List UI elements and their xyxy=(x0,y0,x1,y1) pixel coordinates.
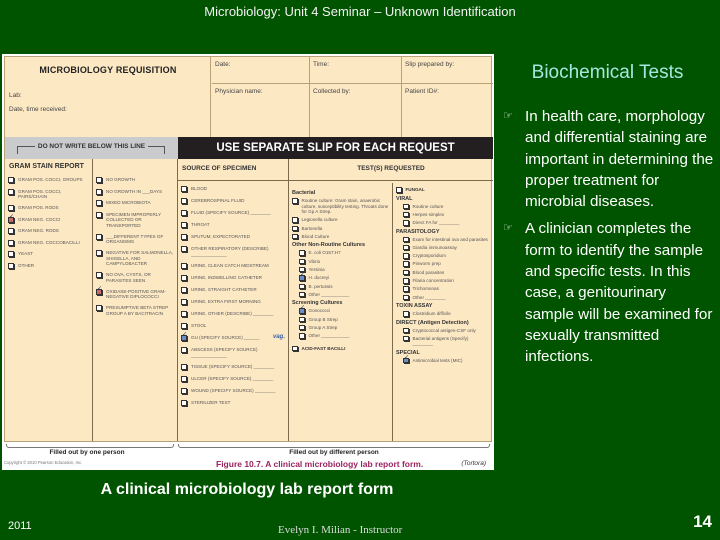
checkbox-icon[interactable] xyxy=(403,286,409,292)
checkbox-label: NO GROWTH IN ___DAYS xyxy=(106,188,163,194)
checkbox-label: GRAM NEG. RODS xyxy=(18,228,59,233)
checkbox-item[interactable] xyxy=(5,251,92,257)
checkbox-icon[interactable] xyxy=(96,212,102,218)
checkbox-item[interactable] xyxy=(393,328,493,334)
checkbox-item[interactable] xyxy=(393,237,493,243)
checkbox-item[interactable] xyxy=(178,210,288,216)
checkbox-item[interactable] xyxy=(393,270,493,276)
checkbox-icon[interactable] xyxy=(403,336,409,342)
checkbox-label: GRAM POS. COCCI, PAIRS/CHAIN xyxy=(18,188,62,199)
toxin-header: TOXIN ASSAY xyxy=(396,303,433,310)
checkbox-icon[interactable] xyxy=(181,198,187,204)
checkbox-item[interactable] xyxy=(393,358,493,364)
source-column xyxy=(178,159,289,441)
checkbox-icon[interactable] xyxy=(292,217,298,223)
checkbox-label: OTHER xyxy=(18,262,35,268)
checkbox-label: Routine culture: Gram stain, anaerobic culture, susceptibility testing. Throats done for Gp A Strep. xyxy=(301,198,389,214)
checkbox-item[interactable] xyxy=(393,204,493,210)
slide-header: Microbiology: Unit 4 Seminar – Unknown Identification xyxy=(204,4,516,19)
checkbox-label: WOUND (SPECIFY SOURCE) ________ xyxy=(191,388,276,393)
checkbox-label: NO GROWTH xyxy=(106,177,136,182)
gram-stain-list xyxy=(5,177,92,269)
checkbox-item[interactable] xyxy=(178,299,288,305)
checkbox-label: CEREBROSPINAL FLUID xyxy=(191,198,245,203)
checkbox-icon[interactable] xyxy=(181,287,187,293)
checkbox-item[interactable] xyxy=(5,177,92,183)
checkbox-label: Trichomonas xyxy=(412,286,439,292)
copyright: Copyright © 2010 Pearson Education, Inc. xyxy=(4,460,83,465)
checkbox-item[interactable] xyxy=(289,259,392,265)
requisition-title-block xyxy=(5,57,211,137)
checkbox-label: Cryptococcal antigen-CSF only xyxy=(412,327,476,333)
checkbox-icon[interactable] xyxy=(96,250,102,256)
checkbox-icon[interactable] xyxy=(396,187,402,193)
checkbox-item[interactable] xyxy=(178,246,288,257)
checkbox-icon[interactable] xyxy=(299,250,305,256)
checkbox-icon[interactable] xyxy=(181,400,187,406)
figure-caption: Figure 10.7. A clinical microbiology lab report form. xyxy=(216,459,424,469)
checkbox-label: Routine culture xyxy=(412,203,444,209)
checkbox-icon[interactable] xyxy=(299,325,305,331)
results-column xyxy=(93,159,178,441)
checkbox-icon[interactable] xyxy=(292,234,298,240)
parasitology-header: PARASITOLOGY xyxy=(396,228,440,235)
checkbox-item[interactable] xyxy=(393,278,493,284)
brace-one-person xyxy=(6,444,174,448)
checkbox-icon[interactable] xyxy=(403,270,409,276)
collected-by-field: Collected by: xyxy=(310,84,402,137)
checkbox-item[interactable] xyxy=(289,250,392,256)
checked-checkbox-icon[interactable] xyxy=(96,289,102,295)
checkbox-item[interactable] xyxy=(393,253,493,259)
checkbox-label: Other ________ xyxy=(412,294,446,300)
bacterial-header: Bacterial xyxy=(292,190,316,196)
checkbox-icon[interactable] xyxy=(403,311,409,317)
microbiology-requisition-form xyxy=(4,56,492,442)
bullet-item xyxy=(503,218,718,367)
pointing-hand-icon: ☞ xyxy=(503,222,513,235)
checkbox-icon[interactable] xyxy=(181,246,187,252)
physician-name-field: Physician name: xyxy=(212,84,310,137)
slip-prepared-field: Slip prepared by: xyxy=(402,57,493,84)
checkbox-label: URINE, INDWELLING CATHETER xyxy=(191,275,263,280)
checked-checkbox-icon[interactable] xyxy=(181,335,187,341)
checkbox-label: THROAT xyxy=(191,222,210,227)
checkbox-icon[interactable] xyxy=(403,295,409,301)
checked-checkbox-icon[interactable] xyxy=(299,308,305,314)
checkbox-item[interactable] xyxy=(393,187,493,193)
do-not-write-text: DO NOT WRITE BELOW THIS LINE xyxy=(35,143,148,150)
requisition-header xyxy=(5,57,493,137)
checkbox-icon[interactable] xyxy=(8,240,14,246)
checkbox-item[interactable] xyxy=(5,263,92,269)
checkbox-icon[interactable] xyxy=(299,259,305,265)
checkbox-icon[interactable] xyxy=(292,198,298,204)
checkbox-item[interactable] xyxy=(289,346,392,352)
checkbox-item[interactable] xyxy=(393,336,493,347)
checkbox-item[interactable] xyxy=(289,275,392,281)
handwritten-entry: vag. xyxy=(272,334,285,340)
checkbox-label: Legionella culture xyxy=(301,217,338,223)
checkbox-icon[interactable] xyxy=(181,347,187,353)
checkbox-item[interactable] xyxy=(178,311,288,317)
checkbox-item[interactable] xyxy=(289,292,392,298)
checkbox-label: Bartonella xyxy=(301,225,323,231)
source-header: SOURCE OF SPECIMEN xyxy=(178,159,288,181)
checkbox-label: TISSUE (SPECIFY SOURCE) ________ xyxy=(191,364,275,369)
footer-author: Evelyn I. Milian - Instructor xyxy=(278,524,403,536)
checkbox-icon[interactable] xyxy=(96,189,102,195)
checkbox-item[interactable] xyxy=(93,234,177,245)
bullet-text: In health care, morphology and differential staining are important in determining the proper treatment for microbial diseases. xyxy=(525,108,714,211)
checkbox-icon[interactable] xyxy=(96,234,102,240)
checkbox-label: Group A Strep xyxy=(308,324,338,330)
checkbox-icon[interactable] xyxy=(292,346,298,352)
checkbox-icon[interactable] xyxy=(8,189,14,195)
checkbox-item[interactable] xyxy=(289,284,392,290)
checkbox-item[interactable] xyxy=(289,198,392,215)
checkbox-label: GRAM NEG. COCCI xyxy=(18,216,61,222)
checkbox-item[interactable] xyxy=(178,364,288,370)
checkbox-item[interactable] xyxy=(93,200,177,206)
bullet-text: A clinician completes the form to identify the sample and specific tests. In this case, a genitourinary sample will be examined for sexually transmitted infections. xyxy=(525,220,713,366)
checkbox-label: ABSCESS (SPECIFY SOURCE) ______________ xyxy=(191,347,258,358)
form-title: MICROBIOLOGY REQUISITION xyxy=(39,65,177,75)
screening-header: Screening Cultures xyxy=(292,300,343,307)
viral-header: VIRAL xyxy=(396,195,413,202)
checkbox-item[interactable] xyxy=(178,234,288,240)
checkbox-label: SPUTUM, EXPECTORATED xyxy=(191,234,251,239)
filled-different-label: Filled out by different person xyxy=(289,449,379,456)
slide-number: 14 xyxy=(693,512,712,531)
checkbox-item[interactable] xyxy=(393,286,493,292)
checkbox-label: E. coli O157:H7 xyxy=(308,250,341,256)
requisition-fields xyxy=(212,57,493,137)
footer-year: 2011 xyxy=(8,520,32,532)
checkbox-icon[interactable] xyxy=(96,177,102,183)
direct-header: DIRECT (Antigen Detection) xyxy=(396,319,469,326)
checkbox-label: YEAST xyxy=(18,251,34,256)
checkbox-item[interactable] xyxy=(289,226,392,232)
checkbox-item[interactable] xyxy=(393,295,493,301)
filled-one-label: Filled out by one person xyxy=(49,449,125,456)
non-routine-header: Other Non-Routine Cultures xyxy=(292,242,366,249)
checkbox-label: BLOOD xyxy=(191,186,208,191)
checkbox-label: PRESUMPTIVE BETA STREP GROUP A BY BACITRACIN xyxy=(106,305,169,316)
checkbox-label: Clostridium difficile xyxy=(412,311,451,317)
patient-id-field: Patient ID#: xyxy=(405,88,439,95)
checkbox-item[interactable] xyxy=(289,308,392,314)
checkbox-icon[interactable] xyxy=(181,376,187,382)
checkbox-item[interactable] xyxy=(93,289,177,300)
checkbox-label: Direct FA for ________ xyxy=(412,220,460,226)
tests-header: TEST(S) REQUESTED xyxy=(289,159,493,181)
checkbox-item[interactable] xyxy=(178,275,288,281)
checkbox-item[interactable] xyxy=(178,263,288,269)
checkbox-item[interactable] xyxy=(93,189,177,195)
checkbox-icon[interactable] xyxy=(181,311,187,317)
checkbox-label: Gonococci xyxy=(308,308,331,314)
checkbox-label: GRAM POS. COCCI, GROUPS xyxy=(18,177,83,182)
checkbox-icon[interactable] xyxy=(292,226,298,232)
checkbox-icon[interactable] xyxy=(181,234,187,240)
checkbox-icon[interactable] xyxy=(403,328,409,334)
checkbox-label: Yersinia xyxy=(308,266,325,272)
checkbox-label: GRAM POS. RODS xyxy=(18,205,59,210)
checkbox-item[interactable] xyxy=(178,198,288,204)
checkbox-item[interactable] xyxy=(178,347,288,358)
checkbox-label: Other ___________ xyxy=(308,333,350,339)
checkbox-item[interactable] xyxy=(178,335,288,341)
checkbox-label: SPECIMEN IMPROPERLY COLLECTED OR TRANSPORTED xyxy=(106,211,161,228)
checkbox-item[interactable] xyxy=(289,325,392,331)
checkbox-icon[interactable] xyxy=(181,222,187,228)
checkbox-icon[interactable] xyxy=(299,317,305,323)
bullet-list xyxy=(503,106,718,374)
checkbox-icon[interactable] xyxy=(181,186,187,192)
tests-right-column xyxy=(393,183,493,441)
checked-checkbox-icon[interactable] xyxy=(403,358,409,364)
checkbox-label: GU (SPECIFY SOURCE) ______ xyxy=(191,335,260,340)
checkbox-icon[interactable] xyxy=(403,253,409,259)
checkbox-item[interactable] xyxy=(393,220,493,226)
checkbox-icon[interactable] xyxy=(8,177,14,183)
checkbox-icon[interactable] xyxy=(181,275,187,281)
checkbox-item[interactable] xyxy=(178,186,288,192)
pointing-hand-icon: ☞ xyxy=(503,110,513,122)
checkbox-label: MIXED MICROBIOTA xyxy=(106,200,151,205)
checkbox-label: OTHER RESPIRATORY (DESCRIBE) ______________ xyxy=(191,246,269,257)
checkbox-item[interactable] xyxy=(93,212,177,229)
checkbox-label: STOOL xyxy=(191,323,207,328)
checkbox-label: FLUID (SPECIFY SOURCE) ________ xyxy=(191,210,271,215)
checkbox-icon[interactable] xyxy=(403,245,409,251)
separate-slip-banner: USE SEPARATE SLIP FOR EACH REQUEST xyxy=(178,137,493,159)
checkbox-icon[interactable] xyxy=(403,237,409,243)
checkbox-item[interactable] xyxy=(393,245,493,251)
checkbox-item[interactable] xyxy=(289,317,392,323)
checkbox-item[interactable] xyxy=(289,217,392,223)
checkbox-item[interactable] xyxy=(393,311,493,317)
checkbox-label: Giardia immunoassay xyxy=(412,244,457,250)
checkbox-label: Exam for intestinal ova and parasites xyxy=(412,236,488,242)
lab-form-figure xyxy=(2,54,494,470)
checkbox-icon[interactable] xyxy=(403,220,409,226)
checkbox-label: URINE, CLEAN CATCH MIDSTREAM xyxy=(191,263,269,268)
checkbox-icon[interactable] xyxy=(403,261,409,267)
checkbox-icon[interactable] xyxy=(181,388,187,394)
checkbox-icon[interactable] xyxy=(299,292,305,298)
checkbox-icon[interactable] xyxy=(96,272,102,278)
checkbox-label: FUNGAL xyxy=(405,187,425,192)
checkbox-label: Herpes simplex xyxy=(412,211,445,217)
checkbox-label: Blood Culture xyxy=(301,233,330,239)
date-received-label: Date, time received: xyxy=(9,106,67,113)
checkbox-item[interactable] xyxy=(5,240,92,246)
checkbox-label: Group B Strep xyxy=(308,316,338,322)
checkbox-icon[interactable] xyxy=(181,299,187,305)
checkbox-item[interactable] xyxy=(393,212,493,218)
checkbox-icon[interactable] xyxy=(403,212,409,218)
checkbox-item[interactable] xyxy=(5,205,92,211)
tests-column xyxy=(289,159,493,441)
checkbox-label: ULCER (SPECIFY SOURCE) ________ xyxy=(191,376,274,381)
tests-left-column xyxy=(289,183,393,441)
checkbox-label: URINE, EXTRA FIRST MORNING xyxy=(191,299,261,304)
checkbox-item[interactable] xyxy=(5,228,92,234)
checkbox-icon[interactable] xyxy=(403,204,409,210)
checkbox-item[interactable] xyxy=(178,323,288,329)
checkbox-item[interactable] xyxy=(178,400,288,406)
checkbox-icon[interactable] xyxy=(96,305,102,311)
checked-checkbox-icon[interactable] xyxy=(299,275,305,281)
checkbox-icon[interactable] xyxy=(181,323,187,329)
checkbox-label: STERILIZER TEST xyxy=(191,400,231,405)
checkbox-icon[interactable] xyxy=(8,251,14,257)
gram-stain-header: GRAM STAIN REPORT xyxy=(9,163,84,170)
checkbox-item[interactable] xyxy=(393,261,493,267)
checkbox-item[interactable] xyxy=(178,287,288,293)
checkbox-label: Blood parasites xyxy=(412,269,445,275)
checkbox-label: Pinworm prep xyxy=(412,261,441,267)
checkbox-icon[interactable] xyxy=(403,278,409,284)
results-list xyxy=(93,177,177,316)
image-caption: A clinical microbiology lab report form xyxy=(100,481,394,498)
checkbox-item[interactable] xyxy=(5,189,92,200)
brace-different-person xyxy=(178,444,490,448)
checked-checkbox-icon[interactable] xyxy=(8,217,14,223)
checkbox-item[interactable] xyxy=(289,234,392,240)
checkbox-label: Other ___________ xyxy=(308,291,350,297)
lab-label: Lab: xyxy=(9,92,22,99)
checkbox-item[interactable] xyxy=(5,217,92,223)
checkbox-item[interactable] xyxy=(178,376,288,382)
checkbox-label: Vibrio xyxy=(308,258,321,264)
checkbox-icon[interactable] xyxy=(8,263,14,269)
checkbox-icon[interactable] xyxy=(181,263,187,269)
checkbox-item[interactable] xyxy=(93,272,177,283)
date-field: Date: xyxy=(212,57,310,84)
checkbox-icon[interactable] xyxy=(96,200,102,206)
figure-footer xyxy=(2,442,494,470)
checkbox-icon[interactable] xyxy=(299,284,305,290)
checkbox-label: Cryptosporidium xyxy=(412,253,446,259)
checkbox-icon[interactable] xyxy=(8,228,14,234)
checkbox-label: Antimicrobial tests (MIC) xyxy=(412,357,463,363)
checkbox-item[interactable] xyxy=(178,222,288,228)
source-list xyxy=(178,186,288,406)
checkbox-label: NEGATIVE FOR SALMONELLA, SHIGELLA, AND CAMPYLOBACTER xyxy=(106,250,174,266)
do-not-write-banner xyxy=(5,137,178,159)
checkbox-item[interactable] xyxy=(178,388,288,394)
checkbox-item[interactable] xyxy=(289,333,392,339)
checkbox-label: Bacterial antigens (Specify) ________ xyxy=(412,335,469,347)
checkbox-label: NO OVA, CYSTS, OR PARASITES SEEN xyxy=(106,272,151,283)
checkbox-label: URINE, STRAIGHT CATHETER xyxy=(191,287,257,292)
checkbox-label: OXIDASE-POSITIVE GRAM-NEGATIVE DIPLOCOCCI xyxy=(106,288,166,299)
gram-stain-column xyxy=(5,159,93,441)
bullet-item xyxy=(503,106,718,212)
checkbox-icon[interactable] xyxy=(181,210,187,216)
special-header: SPECIAL xyxy=(396,349,420,356)
panel-title: Biochemical Tests xyxy=(531,62,684,83)
checkbox-label: URINE, OTHER (DESCRIBE) ________ xyxy=(191,311,274,316)
checkbox-item[interactable] xyxy=(93,177,177,183)
checkbox-label: ACID-FAST BACILLI xyxy=(301,345,346,351)
instruction-band xyxy=(5,137,493,159)
checkbox-label: GRAM NEG. COCCOBACILLI xyxy=(18,239,80,245)
checkbox-label: H. ducreyi xyxy=(308,275,330,281)
checkbox-label: B. pertussis xyxy=(308,283,333,289)
checkbox-icon[interactable] xyxy=(299,333,305,339)
checkbox-item[interactable] xyxy=(93,305,177,316)
checkbox-item[interactable] xyxy=(93,250,177,267)
checkbox-label: Filaria concentration xyxy=(412,278,454,284)
time-field: Time: xyxy=(310,57,402,84)
checkbox-icon[interactable] xyxy=(8,205,14,211)
checkbox-label: ___DIFFERENT TYPES OF ORGANISMS xyxy=(106,233,164,244)
figure-credit: (Tortora) xyxy=(461,460,486,467)
checkbox-icon[interactable] xyxy=(181,364,187,370)
